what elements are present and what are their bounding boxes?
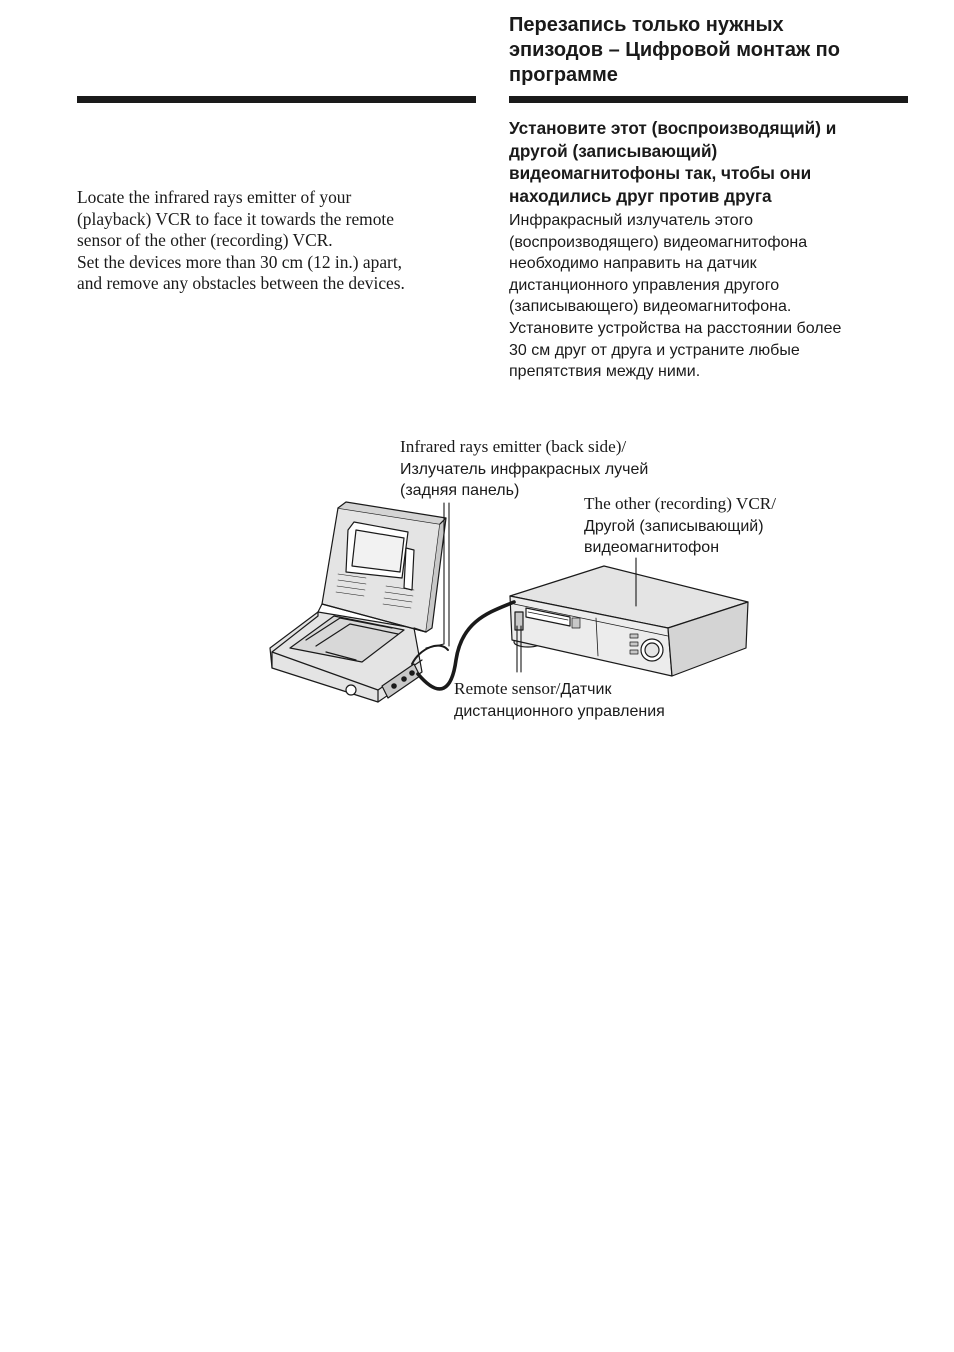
page-title-ru: Перезапись только нужных эпизодов – Цифровой монтаж по программе	[509, 14, 840, 86]
en-paragraph-1: Locate the infrared rays emitter of your (playback) VCR to face it towards the remote sensor of the other (recording) VCR.	[77, 187, 394, 251]
remote-sensor-callout-label: Remote sensor/Датчик дистанционного управления	[454, 679, 665, 720]
english-instructions	[77, 187, 477, 295]
other-vcr-callout-label: The other (recording) VCR/ Другой (записывающий) видеомагнитофон	[584, 494, 777, 556]
vcr-connection-illustration	[262, 490, 752, 710]
playback-vcr-icon	[262, 502, 446, 702]
russian-instructions: Инфракрасный излучатель этого (воспроизводящего) видеомагнитофона необходимо направить на датчик дистанционного управления другого (записывающего) видеомагнитофона. Установите устройства на расстоянии более 30 см друг от друга и устраните любые препятствия между ними.	[509, 212, 842, 381]
en-paragraph-2: Set the devices more than 30 cm (12 in.) apart, and remove any obstacles between the devices.	[77, 251, 405, 294]
emitter-callout-label: Infrared rays emitter (back side)/ Излучатель инфракрасных лучей (задняя панель)	[400, 437, 649, 499]
left-column-rule	[77, 96, 476, 103]
right-column-rule	[509, 96, 908, 103]
ru-subheading: Установите этот (воспроизводящий) и другой (записывающий) видеомагнитофоны так, чтобы они находились друг против друга	[509, 118, 837, 206]
recording-vcr-icon	[510, 566, 748, 676]
